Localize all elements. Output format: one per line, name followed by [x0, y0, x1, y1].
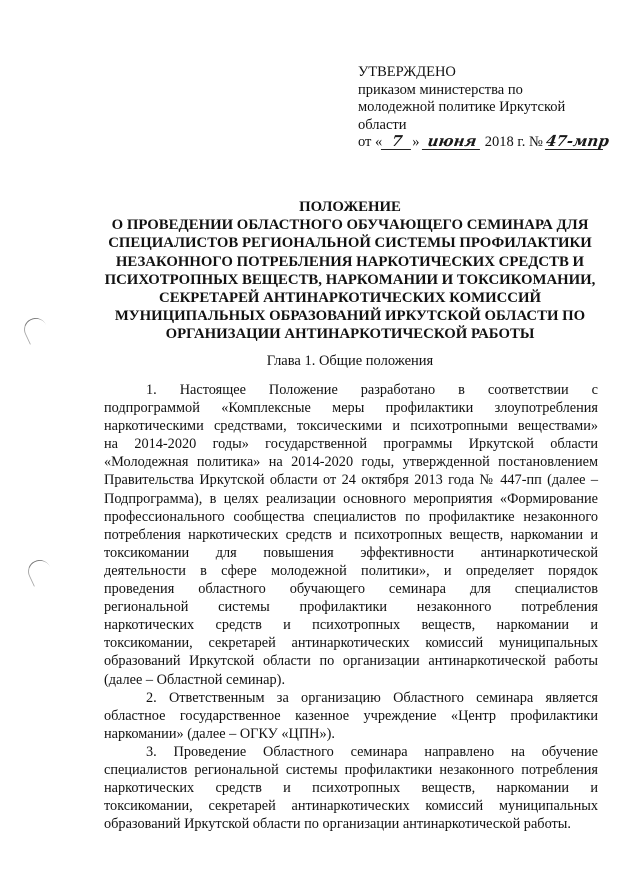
text-line: токсикомании, секретарей антинаркотических комиссий муниципальных — [104, 798, 598, 815]
title-line: ОРГАНИЗАЦИИ АНТИНАРКОТИЧЕСКОЙ РАБОТЫ — [165, 326, 535, 343]
document-body — [104, 381, 598, 833]
text-line: 2. Ответственным за организацию Областного семинара является — [146, 689, 598, 706]
text-line: наркотических средств и психотропных веществ, наркомании и — [104, 780, 598, 797]
text-line: Подпрограмма), в целях реализации основного мероприятия «Формирование — [104, 490, 598, 507]
text-line: региональной системы профилактики незаконного потребления — [104, 599, 598, 616]
text-line: 3. Проведение Областного семинара направлено на обучение — [146, 743, 598, 760]
text-line: проведения областного обучающего семинара для специалистов — [104, 581, 598, 598]
handwritten-month: июня — [422, 134, 482, 150]
title-line: СПЕЦИАЛИСТОВ РЕГИОНАЛЬНОЙ СИСТЕМЫ ПРОФИЛАКТИКИ — [108, 235, 592, 252]
text-line: потребления наркотических средств и психотропных веществ, наркомании и — [104, 526, 598, 543]
handwritten-order-number: 47-мпр — [545, 132, 611, 150]
approval-line-2: молодежной политике Иркутской — [358, 99, 566, 115]
text-line: на 2014-2020 годы» государственной программы Иркутской области — [104, 436, 598, 453]
approval-line-3: области — [358, 116, 407, 133]
chapter-heading: Глава 1. Общие положения — [266, 353, 434, 369]
text-line: токсикомании для повышения эффективности антинаркотической — [104, 544, 598, 561]
document-title — [100, 198, 600, 344]
text-line: Правительства Иркутской области от 24 октября 2013 года № 447-пп (далее – — [104, 472, 598, 489]
punch-hole-mark-top — [20, 314, 51, 345]
title-line: СЕКРЕТАРЕЙ АНТИНАРКОТИЧЕСКИХ КОМИССИЙ — [159, 290, 541, 307]
handwritten-day: 7 — [381, 134, 413, 150]
approval-heading: УТВЕРЖДЕНО — [358, 64, 456, 80]
text-line: областное государственное казенное учреждение «Центр профилактики — [104, 707, 598, 724]
text-line: деятельности в сфере молодежной политики», и определяет порядок — [104, 562, 598, 579]
date-prefix: от « — [358, 134, 383, 150]
text-line: наркомании» (далее – ОГКУ «ЦПН»). — [104, 725, 335, 742]
text-line: наркотическими средствами, токсическими и психотропными веществами» — [104, 418, 598, 435]
title-line: О ПРОВЕДЕНИИ ОБЛАСТНОГО ОБУЧАЮЩЕГО СЕМИНАРА ДЛЯ — [111, 217, 589, 234]
title-line: ПОЛОЖЕНИЕ — [299, 199, 401, 215]
approval-line-1: приказом министерства по — [358, 81, 523, 98]
approval-stamp-block — [358, 64, 611, 152]
text-line: «Молодежная политика» на 2014-2020 годы, утвержденной постановлением — [104, 454, 598, 471]
text-line: (далее – Областной семинар). — [104, 671, 286, 688]
date-mid: » — [412, 134, 420, 150]
punch-hole-mark-bottom — [24, 556, 55, 587]
paragraph-2 — [104, 689, 598, 743]
text-line: токсикомании, секретарей антинаркотических комиссий муниципальных — [104, 635, 598, 652]
text-line: специалистов региональной системы профилактики незаконного потребления — [104, 761, 598, 778]
paragraph-3 — [104, 743, 598, 833]
text-line: образований Иркутской области по организации антинаркотической работы — [104, 653, 598, 670]
title-line: ПСИХОТРОПНЫХ ВЕЩЕСТВ, НАРКОМАНИИ И ТОКСИКОМАНИИ, — [104, 271, 596, 288]
title-line: МУНИЦИПАЛЬНЫХ ОБРАЗОВАНИЙ ИРКУТСКОЙ ОБЛАСТИ ПО — [114, 308, 586, 325]
text-line: 1. Настоящее Положение разработано в соответствии с — [146, 382, 598, 398]
date-year: 2018 г. № — [484, 134, 543, 150]
text-line: подпрограммой «Комплексные меры профилактики злоупотребления — [104, 400, 598, 417]
paragraph-1 — [104, 381, 598, 689]
text-line: наркотических средств и психотропных веществ, наркомании и — [104, 617, 598, 634]
title-line: НЕЗАКОННОГО ПОТРЕБЛЕНИЯ НАРКОТИЧЕСКИХ СРЕДСТВ И — [115, 253, 585, 270]
text-line: образований Иркутской области по организации антинаркотической работы. — [104, 816, 571, 833]
text-line: профессионального сообщества специалистов по профилактике незаконного — [104, 508, 598, 525]
approval-date-line — [358, 132, 611, 152]
